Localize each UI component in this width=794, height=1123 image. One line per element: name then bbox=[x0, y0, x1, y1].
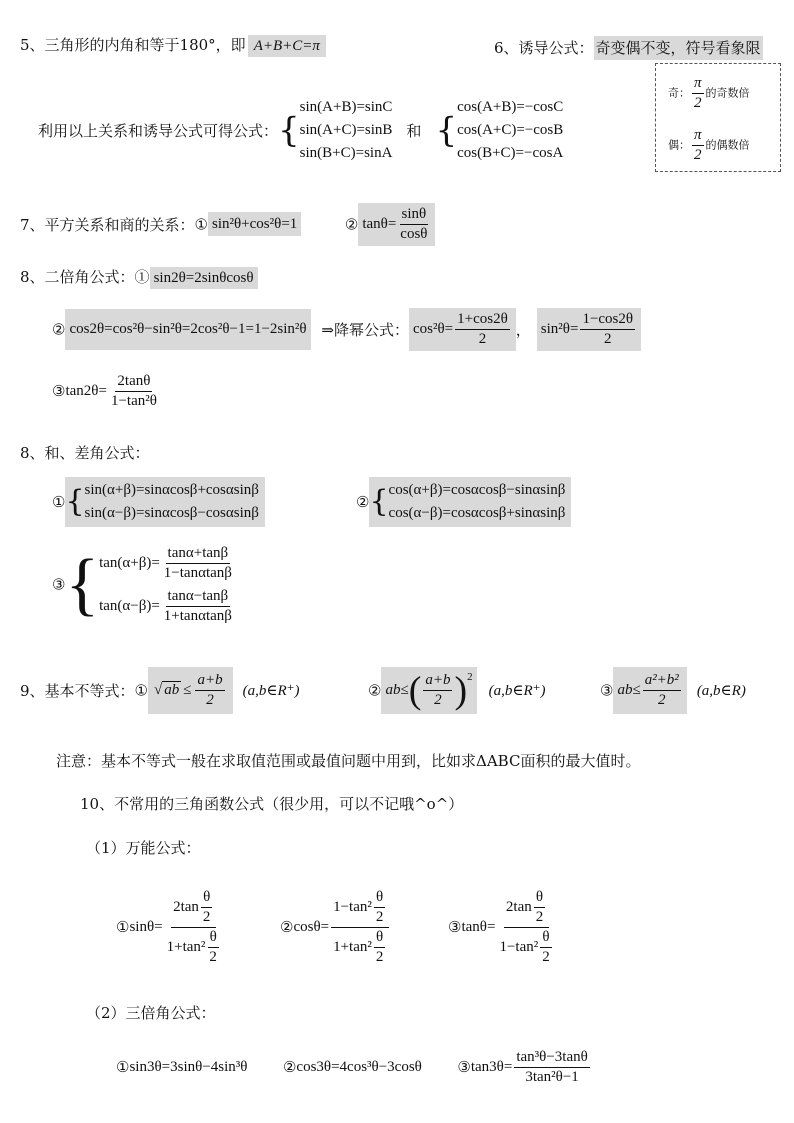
term: 1−tan² bbox=[333, 899, 372, 915]
sec8b-tan-group bbox=[52, 544, 236, 626]
fraction bbox=[455, 310, 510, 349]
exponent: 2 bbox=[467, 671, 473, 683]
fraction bbox=[643, 671, 681, 710]
frac-den: 2 bbox=[434, 692, 442, 708]
sec5-cos-rows bbox=[457, 96, 563, 165]
sec7-line bbox=[20, 203, 435, 246]
circled-number: ② bbox=[368, 681, 382, 700]
half-angle bbox=[201, 888, 213, 927]
sec8a-heading: 8、二倍角公式： bbox=[20, 268, 135, 286]
frac-num: tan³θ−3tanθ bbox=[514, 1048, 589, 1068]
sec5-sin-row: sin(B+C)=sinA bbox=[299, 145, 393, 161]
term: 1+tan² bbox=[333, 939, 372, 955]
formula-lhs: cos²θ= bbox=[412, 321, 454, 337]
frac-den bbox=[165, 928, 223, 967]
sec8b-sin-box bbox=[65, 477, 264, 527]
half-angle bbox=[534, 888, 546, 927]
sec10-sub1: （1）万能公式： bbox=[86, 839, 201, 857]
formula-lhs: sin²θ= bbox=[540, 321, 579, 337]
circled-number: ② bbox=[282, 1060, 297, 1076]
circled-number: ③ bbox=[457, 1060, 471, 1076]
term: 2tan bbox=[505, 899, 532, 915]
sec8b-sin-rows bbox=[85, 479, 259, 525]
formula-lhs: sinθ= bbox=[129, 919, 163, 935]
frac-num: θ bbox=[534, 888, 545, 908]
sec6-even-label: 偶： bbox=[668, 138, 690, 152]
sec9-formula-1 bbox=[148, 667, 233, 714]
left-brace: { bbox=[65, 546, 100, 623]
sec6-rule: 奇变偶不变，符号看象限 bbox=[594, 36, 763, 60]
frac-den bbox=[331, 928, 389, 967]
left-brace: { bbox=[369, 484, 389, 519]
circled-number: ① bbox=[116, 1060, 130, 1076]
fraction bbox=[580, 310, 635, 349]
formula-lhs: cosθ= bbox=[293, 919, 330, 935]
frac-den: 1+tanαtanβ bbox=[163, 608, 232, 624]
left-paren: ( bbox=[408, 669, 422, 712]
sec10-sub2: （2）三倍角公式： bbox=[86, 1004, 216, 1022]
frac-num: 2tanθ bbox=[115, 372, 152, 392]
sec6-heading: 6、诱导公式： bbox=[494, 39, 594, 57]
sec5-formula: A+B+C=π bbox=[248, 35, 326, 57]
fraction bbox=[162, 544, 234, 583]
sec5-derived bbox=[38, 96, 563, 165]
sec6-odd-text: 的奇数倍 bbox=[705, 86, 750, 100]
frac-den: 2 bbox=[694, 147, 702, 163]
sec8b-cos-group bbox=[356, 477, 571, 527]
formula-lhs: tan(α+β)= bbox=[99, 555, 160, 571]
sec8b-sin-group bbox=[52, 477, 265, 527]
circled-number: ① bbox=[116, 920, 130, 936]
fraction bbox=[331, 888, 389, 967]
formula-lhs: tan(α−β)= bbox=[99, 598, 160, 614]
sec9-item-3 bbox=[600, 667, 746, 714]
sec5-cos-row: cos(A+B)=−cosC bbox=[457, 99, 564, 115]
circled-number: ② bbox=[344, 215, 359, 234]
frac-den bbox=[497, 928, 555, 967]
formula-lhs: ab≤ bbox=[385, 682, 409, 698]
sec9-line bbox=[20, 667, 300, 714]
fraction bbox=[423, 671, 452, 710]
frac-den: 3tan²θ−1 bbox=[525, 1069, 579, 1085]
sec6-heading-line bbox=[494, 37, 763, 58]
frac-num: a+b bbox=[423, 671, 452, 691]
circled-number: ② bbox=[356, 493, 370, 511]
left-brace: { bbox=[65, 484, 85, 519]
formula-row: sin(α+β)=sinαcosβ+cosαsinβ bbox=[84, 482, 259, 498]
sec5-cos-row: cos(A+C)=−cosB bbox=[457, 122, 564, 138]
circled-number: ① bbox=[134, 268, 150, 286]
sec6-hint-box bbox=[655, 63, 781, 172]
frac-den: 2 bbox=[209, 949, 217, 965]
formula-lhs: ab≤ bbox=[617, 682, 641, 698]
left-brace: { bbox=[278, 110, 300, 151]
comma: ， bbox=[515, 321, 531, 339]
frac-num: a+b bbox=[195, 671, 224, 691]
frac-num: 1−cos2θ bbox=[580, 310, 635, 330]
right-paren: ) bbox=[454, 669, 468, 712]
sec9-formula-2 bbox=[381, 667, 476, 714]
sec10-heading: 10、不常用的三角函数公式（很少用，可以不记哦^o^） bbox=[80, 795, 464, 813]
half-angle bbox=[207, 928, 219, 967]
sec5-and: 和 bbox=[406, 122, 422, 140]
frac-num: π bbox=[692, 74, 704, 94]
frac-den: 2 bbox=[206, 692, 214, 708]
half-angle bbox=[374, 888, 386, 927]
fraction bbox=[514, 1048, 589, 1087]
sec8a-line-3 bbox=[52, 372, 161, 411]
frac-num: θ bbox=[201, 888, 212, 908]
sec6-even-text: 的偶数倍 bbox=[705, 138, 750, 152]
sec5-sin-rows bbox=[300, 96, 393, 165]
sec9-heading: 9、基本不等式： bbox=[20, 682, 135, 700]
sec7-formula-2 bbox=[358, 203, 435, 246]
formula-row: sin(α−β)=sinαcosβ−cosαsinβ bbox=[84, 505, 259, 521]
left-brace: { bbox=[435, 110, 458, 151]
frac-num: θ bbox=[374, 888, 385, 908]
fraction bbox=[195, 671, 224, 710]
sec9-condition-3: (a,b∈R) bbox=[696, 683, 746, 699]
circled-number: ③ bbox=[448, 920, 462, 936]
sec8a-formula-1: sin2θ=2sinθcosθ bbox=[150, 267, 258, 289]
frac-den: 1−tan²θ bbox=[110, 393, 157, 409]
frac-den: 2 bbox=[375, 909, 384, 925]
formula-row: cos(α+β)=cosαcosβ−sinαsinβ bbox=[388, 482, 566, 498]
formula-row: cos(α−β)=cosαcosβ+sinαsinβ bbox=[388, 505, 566, 521]
circled-number: ② bbox=[52, 320, 66, 339]
frac-den: 2 bbox=[375, 949, 384, 965]
sec6-even-line bbox=[668, 126, 750, 165]
sec9-item-2 bbox=[368, 667, 546, 714]
formula-lhs: tan3θ= bbox=[470, 1059, 513, 1075]
frac-den: 1−tanαtanβ bbox=[163, 565, 232, 581]
sec5-heading: 5、三角形的内角和等于180°，即 bbox=[20, 36, 246, 54]
frac-den: 2 bbox=[658, 692, 666, 708]
frac-num: θ bbox=[540, 928, 551, 948]
circled-number: ① bbox=[134, 681, 148, 700]
sec8a-line-2 bbox=[52, 308, 641, 351]
sec5-sin-row: sin(A+B)=sinC bbox=[299, 99, 393, 115]
sec8b-heading: 8、和、差角公式： bbox=[20, 444, 150, 462]
circled-number: ① bbox=[52, 493, 66, 511]
sqrt-sign: √ bbox=[154, 682, 163, 698]
sec6-odd-frac bbox=[692, 74, 704, 113]
fraction bbox=[109, 372, 159, 411]
universal-tan bbox=[448, 888, 558, 967]
frac-den: 2 bbox=[478, 331, 487, 347]
frac-num: tanα+tanβ bbox=[166, 544, 231, 564]
sec7-heading: 7、平方关系和商的关系： bbox=[20, 216, 195, 234]
sec8a-formula-4 bbox=[537, 308, 641, 351]
fraction bbox=[165, 888, 223, 967]
frac-num: θ bbox=[374, 928, 385, 948]
fraction bbox=[398, 205, 429, 244]
sec8b-cos-rows bbox=[389, 479, 566, 525]
sec8b-tan-rows bbox=[99, 544, 236, 626]
sec5-cos-row: cos(B+C)=−cosA bbox=[457, 145, 564, 161]
half-angle bbox=[540, 928, 552, 967]
sec8a-formula-2: cos2θ=cos²θ−sin²θ=2cos²θ−1=1−2sin²θ bbox=[65, 309, 310, 350]
frac-num: sinθ bbox=[400, 205, 429, 225]
frac-num: θ bbox=[208, 928, 219, 948]
formula-lhs: tanθ= bbox=[461, 919, 496, 935]
sec8a-arrow-label: ⇒降幂公式： bbox=[321, 321, 409, 339]
triple-cos: cos3θ=4cos³θ−3cosθ bbox=[296, 1059, 422, 1075]
half-angle bbox=[374, 928, 386, 967]
note-text: 注意：基本不等式一般在求取值范围或最值问题中用到，比如求ΔABC面积的最大值时。 bbox=[56, 752, 641, 770]
fraction bbox=[497, 888, 555, 967]
tan-sum-row bbox=[99, 544, 236, 583]
sec8a-line-1 bbox=[20, 266, 258, 287]
term: 1+tan² bbox=[166, 939, 206, 955]
sec6-odd-line bbox=[668, 74, 750, 113]
sec9-condition-2: (a,b∈R⁺) bbox=[488, 683, 546, 699]
sec8b-cos-box bbox=[369, 477, 571, 527]
circled-number: ① bbox=[194, 215, 208, 234]
frac-den: 2 bbox=[604, 331, 612, 347]
frac-num: tanα−tanβ bbox=[166, 587, 231, 607]
frac-den: 2 bbox=[202, 909, 211, 925]
frac-num: 1+cos2θ bbox=[455, 310, 510, 330]
le-sign: ≤ bbox=[183, 682, 192, 698]
circled-number: ③ bbox=[600, 681, 614, 700]
sec5-heading-line bbox=[20, 34, 326, 55]
frac-num bbox=[331, 888, 389, 928]
frac-den: 2 bbox=[542, 949, 550, 965]
circled-number: ③ bbox=[52, 577, 66, 594]
frac-num bbox=[171, 888, 216, 928]
frac-den: cosθ bbox=[400, 226, 428, 242]
formula-lhs: tanθ= bbox=[362, 216, 397, 232]
sec5-sin-row: sin(A+C)=sinB bbox=[299, 122, 393, 138]
frac-num: a²+b² bbox=[643, 671, 681, 691]
frac-num: π bbox=[692, 126, 704, 146]
circled-number: ③ bbox=[52, 384, 66, 400]
circled-number: ② bbox=[280, 920, 294, 936]
triple-angle-line bbox=[116, 1048, 592, 1087]
sec6-odd-label: 奇： bbox=[668, 86, 690, 100]
formula-lhs: tan2θ= bbox=[65, 383, 107, 399]
sec8a-formula-3 bbox=[409, 308, 516, 351]
frac-den: 2 bbox=[535, 909, 544, 925]
sec7-formula-1: sin²θ+cos²θ=1 bbox=[208, 212, 301, 236]
universal-sin bbox=[116, 888, 225, 967]
tan-diff-row bbox=[99, 587, 236, 626]
sec5-derive-label: 利用以上关系和诱导公式可得公式： bbox=[38, 122, 279, 140]
frac-den: 2 bbox=[694, 95, 702, 111]
sec9-condition-1: (a,b∈R⁺) bbox=[242, 683, 300, 699]
universal-cos bbox=[280, 888, 391, 967]
sec6-even-frac bbox=[692, 126, 704, 165]
fraction bbox=[162, 587, 234, 626]
sec9-formula-3 bbox=[613, 667, 686, 714]
frac-num bbox=[504, 888, 549, 928]
sqrt-radicand: ab bbox=[164, 682, 180, 698]
term: 1−tan² bbox=[499, 939, 539, 955]
triple-sin: sin3θ=3sinθ−4sin³θ bbox=[129, 1059, 248, 1075]
term: 2tan bbox=[173, 899, 199, 915]
